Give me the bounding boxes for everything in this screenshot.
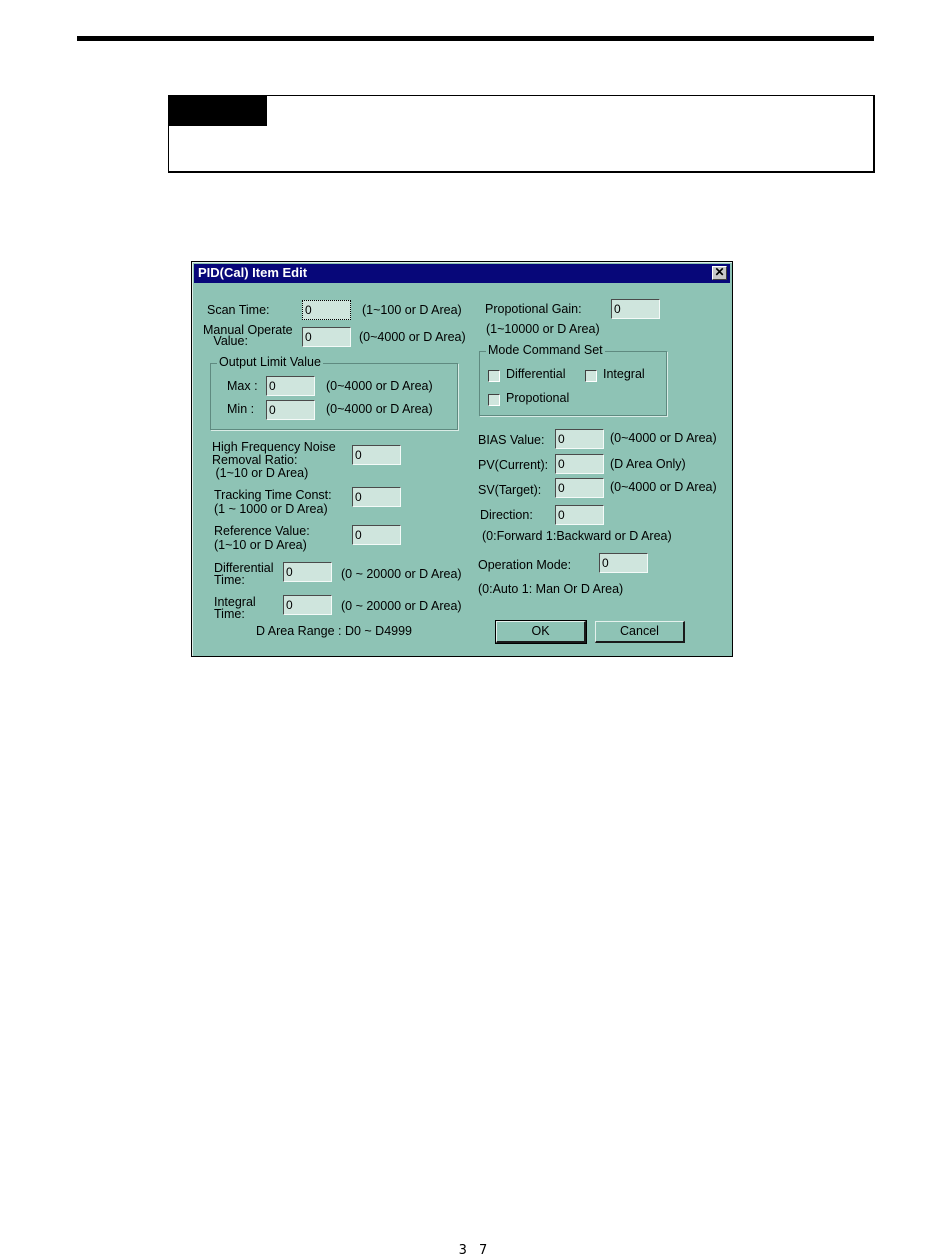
manual-operate-input[interactable] (302, 327, 351, 347)
differential-time-label: Differential Time: (214, 561, 274, 587)
tracking-input[interactable] (352, 487, 401, 507)
integral-checkbox-label: Integral (603, 367, 645, 381)
integral-checkbox[interactable] (585, 370, 597, 382)
max-label: Max : (227, 379, 258, 393)
tracking-label: Tracking Time Const: (1 ~ 1000 or D Area) (214, 488, 332, 516)
sv-input[interactable] (555, 478, 604, 498)
scan-time-range: (1~100 or D Area) (362, 303, 462, 317)
d-area-range-text: D Area Range : D0 ~ D4999 (256, 624, 412, 638)
propotional-checkbox-label: Propotional (506, 391, 570, 405)
integral-time-label: Integral Time: (214, 595, 256, 621)
pv-range: (D Area Only) (610, 457, 686, 471)
pv-label: PV(Current): (478, 458, 549, 472)
page-number: 3 7 (458, 1243, 492, 1258)
bias-label: BIAS Value: (478, 433, 545, 447)
max-input[interactable] (266, 376, 315, 396)
output-limit-title: Output Limit Value (219, 355, 321, 369)
output-limit-group (210, 355, 458, 430)
sv-range: (0~4000 or D Area) (610, 480, 717, 494)
differential-checkbox[interactable] (488, 370, 500, 382)
scan-time-input[interactable] (302, 300, 351, 320)
manual-operate-range: (0~4000 or D Area) (359, 330, 466, 344)
sv-label: SV(Target): (478, 483, 542, 497)
mode-command-group (479, 343, 667, 416)
differential-time-input[interactable] (283, 562, 332, 582)
min-range: (0~4000 or D Area) (326, 402, 433, 416)
header-rule (77, 36, 874, 41)
pid-item-edit-dialog (191, 261, 733, 657)
operation-mode-input[interactable] (599, 553, 648, 573)
differential-time-range: (0 ~ 20000 or D Area) (341, 567, 462, 581)
min-input[interactable] (266, 400, 315, 420)
manual-operate-label: Manual Operate Value: (203, 323, 293, 348)
cancel-button[interactable]: Cancel (595, 621, 685, 643)
min-label: Min : (227, 402, 255, 416)
max-range: (0~4000 or D Area) (326, 379, 433, 393)
direction-label: Direction: (480, 508, 533, 522)
reference-label: Reference Value: (1~10 or D Area) (214, 524, 310, 552)
hf-noise-input[interactable] (352, 445, 401, 465)
bias-range: (0~4000 or D Area) (610, 431, 717, 445)
operation-mode-label: Operation Mode: (478, 558, 572, 572)
direction-range: (0:Forward 1:Backward or D Area) (482, 529, 672, 543)
note-box (168, 95, 875, 173)
ok-button[interactable]: OK (496, 621, 586, 643)
prop-gain-label: Propotional Gain: (485, 302, 582, 316)
direction-input[interactable] (555, 505, 604, 525)
dialog-titlebar[interactable] (194, 264, 730, 283)
differential-checkbox-label: Differential (506, 367, 566, 381)
prop-gain-range: (1~10000 or D Area) (486, 322, 600, 336)
integral-time-input[interactable] (283, 595, 332, 615)
scan-time-label: Scan Time: (207, 303, 270, 317)
note-tab (169, 96, 267, 126)
integral-time-range: (0 ~ 20000 or D Area) (341, 599, 462, 613)
dialog-title: PID(Cal) Item Edit (198, 265, 308, 280)
mode-command-title: Mode Command Set (488, 343, 603, 357)
operation-mode-range: (0:Auto 1: Man Or D Area) (478, 582, 624, 596)
pv-input[interactable] (555, 454, 604, 474)
close-icon[interactable]: ✕ (712, 266, 727, 280)
prop-gain-input[interactable] (611, 299, 660, 319)
reference-input[interactable] (352, 525, 401, 545)
hf-noise-label: High Frequency Noise Removal Ratio: (1~10 or D Area) (212, 440, 336, 480)
bias-input[interactable] (555, 429, 604, 449)
propotional-checkbox[interactable] (488, 394, 500, 406)
